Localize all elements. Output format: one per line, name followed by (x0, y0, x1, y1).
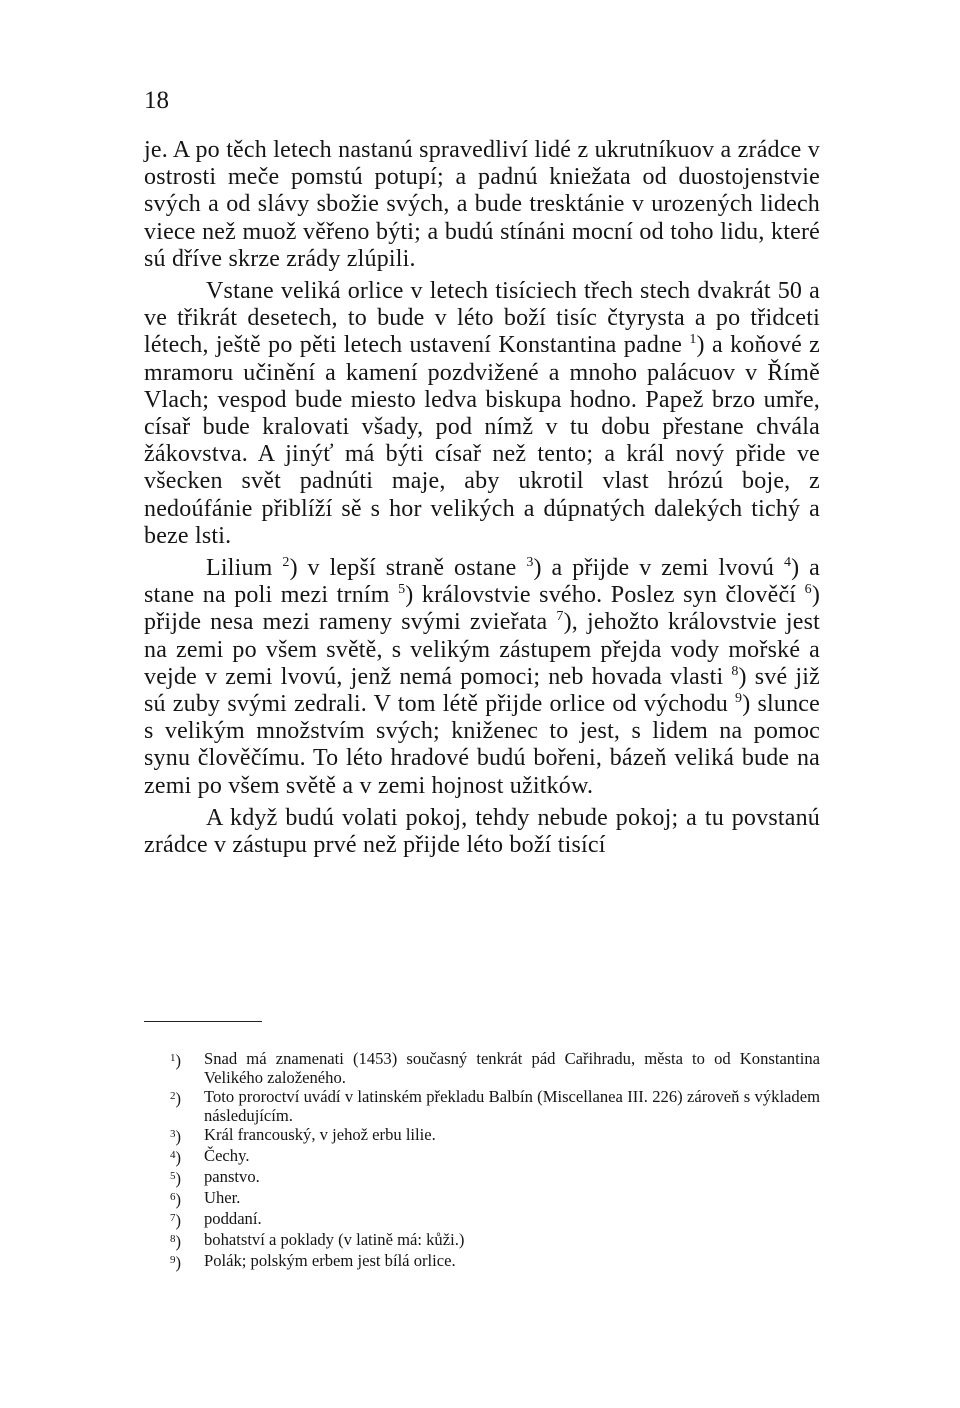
footnote-ref-7: 7 (556, 609, 564, 625)
footnote-mark: $^7$) (170, 1211, 182, 1230)
paragraph-3-part-f: ) přijde nesa mezi rameny svými zvieřata (144, 582, 821, 636)
footnote-ref-6: 6 (804, 582, 812, 598)
footnote-mark: $^2$) (170, 1089, 182, 1108)
footnote-mark: $^3$) (170, 1127, 182, 1146)
footnote-text: Polák; polským erbem jest bílá orlice. (204, 1251, 456, 1270)
paragraph-3-part-b: ) v lepší straně ostane (289, 555, 517, 582)
main-text (144, 137, 820, 859)
footnote-mark: $^9$) (170, 1253, 182, 1272)
footnote-4 (170, 1146, 820, 1167)
footnotes (170, 1049, 820, 1272)
footnote-6 (170, 1188, 820, 1209)
footnote-ref-3: 3 (526, 555, 534, 571)
footnote-7 (170, 1209, 820, 1230)
footnote-ref-4: 4 (783, 555, 792, 571)
paragraph-3-part-a: Lilium (206, 555, 273, 582)
paragraph-3 (144, 555, 820, 800)
footnote-text: Uher. (204, 1188, 241, 1207)
paragraph-4: A když budú volati pokoj, tehdy nebude pokoj; a tu povstanú zrádce v zástupu prvé než přijde léto boží tisící (144, 804, 820, 859)
paragraph-2-part-a: Vstane veliká orlice v letech tisíciech třech stech dvakrát 50 a ve třikrát desetech, to bude v léto boží tisíc čtyrysta a po třidceti létech, ještě po pěti letech ustavení Konstantina padne (144, 278, 820, 359)
footnote-text: Čechy. (204, 1146, 250, 1165)
paragraph-3-part-c: ) a přijde v zemi lvovú (533, 555, 775, 582)
footnote-text: poddaní. (204, 1209, 262, 1228)
footnote-text: panstvo. (204, 1167, 260, 1186)
footnote-text: Snad má znamenati (1453) současný tenkrát pád Cařihradu, města to od Konstantina Velikého založeného. (204, 1049, 820, 1087)
footnote-text: bohatství a poklady (v latině má: kůži.) (204, 1230, 465, 1249)
footnote-separator-rule (144, 1021, 262, 1022)
paragraph-3-part-e: ) královstvie svého. Poslez syn člověčí (405, 582, 797, 609)
footnote-mark: $^5$) (170, 1169, 182, 1188)
footnote-2 (170, 1087, 820, 1125)
paragraph-2-part-b: ) a koňové z mramoru učinění a kamení pozdvižené a mnoho palácuov v Římě Vlach; vespod bude miesto ledva biskupa hodno. Papež brzo umře, císař bude kralovati všady, pod nímž v tu dobu přestane chvála žákovstva. A jinýť má býti císař než tento; a král nový přide ve všecken svět padnúti maje, aby ukrotil vlast hrózú boje, z nedoúfánie přiblíží sě s hor velikých a dúpnatých dalekých tichý a beze lsti. (144, 332, 821, 549)
footnote-ref-5: 5 (398, 582, 406, 598)
paragraph-1: je. A po těch letech nastanú spravedliví lidé z ukrutníkuov a zrádce v ostrosti meče pomstú potupí; a padnú kniežata od duostojenstvie svých a od slávy sbožie svých, a bude tresktánie v urozených lidech viece než muož věřeno býti; a budú stínáni mocní od toho lidu, které sú dříve skrze zrády zlúpili. (144, 137, 820, 272)
paragraph-3-part-g: ), jehožto královstvie jest na zemi po všem světě, s velikým zástupem přejda vody mořské a vejde v zemi lvovú, jenž nemá pomoci; neb hovada vlasti (144, 609, 820, 690)
footnote-text: Toto proroctví uvádí v latinském překladu Balbín (Miscellanea III. 226) zároveň s výkladem následujícím. (204, 1087, 820, 1125)
footnote-3 (170, 1125, 820, 1146)
paragraph-3-part-i: ) slunce s velikým množstvím svých; kniženec to jest, s lidem na pomoc synu člověčímu. To léto hradové budú bořeni, bázeň veliká bude na zemi po všem světě a v zemi hojnost užitków. (144, 691, 821, 799)
paragraph-3-part-h: ) své již sú zuby svými zedrali. V tom létě přijde orlice od východu (144, 663, 820, 718)
footnote-1 (170, 1049, 820, 1087)
paragraph-3-part-d: ) a stane na poli mezi trním (144, 555, 820, 609)
page-number: 18 (144, 87, 169, 114)
footnote-mark: $^1$) (170, 1051, 182, 1070)
paragraph-2 (144, 278, 820, 550)
footnote-9 (170, 1251, 820, 1272)
footnote-5 (170, 1167, 820, 1188)
footnote-mark: $^8$) (170, 1232, 182, 1251)
footnote-ref-1: 1 (689, 332, 697, 348)
footnote-ref-9: 9 (735, 691, 743, 707)
footnote-text: Král francouský, v jehož erbu lilie. (204, 1125, 436, 1144)
footnote-8 (170, 1230, 820, 1251)
footnote-ref-8: 8 (731, 663, 739, 679)
footnote-mark: $^6$) (170, 1190, 182, 1209)
footnote-mark: $^4$) (170, 1148, 182, 1167)
footnote-ref-2: 2 (282, 555, 290, 571)
